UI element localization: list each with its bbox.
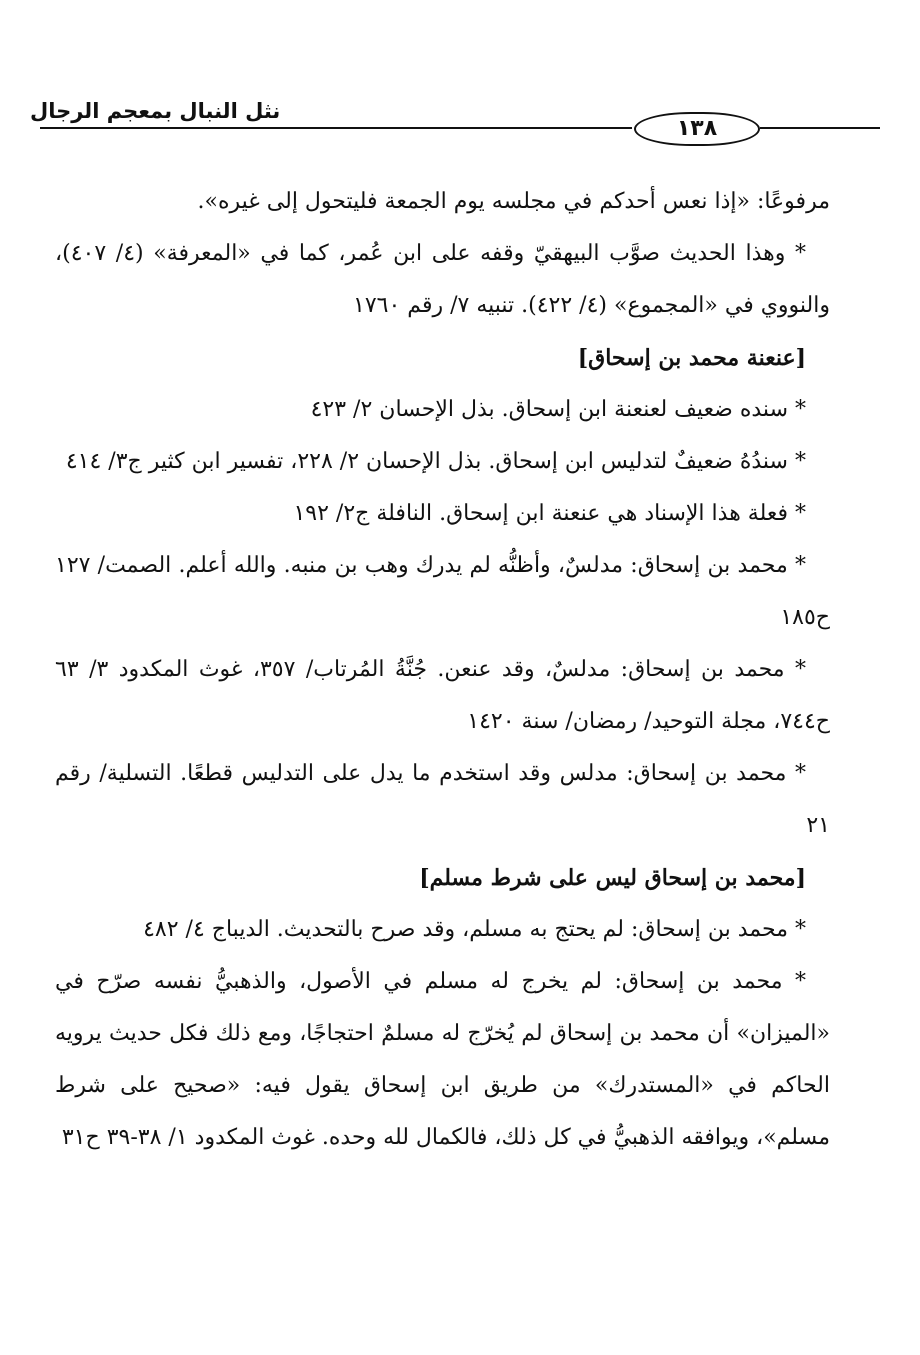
paragraph: * محمد بن إسحاق: لم يحتج به مسلم، وقد صرح بالتحديث. الديباج ٤/ ٤٨٢: [143, 917, 806, 942]
paragraph: * محمد بن إسحاق: مدلسٌ، وأظنُّه لم يدرك وهب بن منبه. والله أعلم. الصمت/ ١٢٧ ح١٨٥: [55, 553, 830, 630]
page-body: [55, 176, 830, 1164]
running-title: نثل النبال بمعجم الرجال: [30, 99, 281, 123]
paragraph: مرفوعًا: «إذا نعس أحدكم في مجلسه يوم الجمعة فليتحول إلى غيره».: [197, 189, 830, 214]
header-rule: [40, 127, 632, 129]
section-heading: [عنعنة محمد بن إسحاق]: [577, 345, 806, 371]
paragraph: * وهذا الحديث صوَّب البيهقيّ وقفه على ابن عُمر، كما في «المعرفة» (٤/ ٤٠٧)، والنووي في «المجموع» (٤/ ٤٢٢). تنبيه ٧/ رقم ١٧٦٠: [55, 241, 830, 318]
header-rule-right: [760, 127, 880, 129]
section-heading: [محمد بن إسحاق ليس على شرط مسلم]: [419, 865, 806, 891]
paragraph: * سنده ضعيف لعنعنة ابن إسحاق. بذل الإحسان ٢/ ٤٢٣: [310, 397, 806, 422]
paragraph: * محمد بن إسحاق: مدلسٌ، وقد عنعن. جُنَّةُ المُرتاب/ ٣٥٧، غوث المكدود ٣/ ٦٣ ح٧٤٤، مجلة التوحيد/ رمضان/ سنة ١٤٢٠: [55, 657, 830, 734]
paragraph: * محمد بن إسحاق: لم يخرج له مسلم في الأصول، والذهبيُّ نفسه صرّح في «الميزان» أن محمد بن إسحاق لم يُخرّج له مسلمٌ احتجاجًا، ومع ذلك فكل حديث يرويه الحاكم في «المستدرك» من طريق ابن إسحاق يقول فيه: «صحيح على شرط مسلم»، ويوافقه الذهبيُّ في كل ذلك، فالكمال لله وحده. غوث المكدود ١/ ٣٨-٣٩ ح٣١: [55, 969, 830, 1150]
page-number: ١٣٨: [634, 112, 760, 146]
paragraph: * سندُهُ ضعيفٌ لتدليس ابن إسحاق. بذل الإحسان ٢/ ٢٢٨، تفسير ابن كثير ج٣/ ٤١٤: [65, 449, 806, 474]
paragraph: * فعلة هذا الإسناد هي عنعنة ابن إسحاق. النافلة ج٢/ ١٩٢: [293, 501, 806, 526]
paragraph: * محمد بن إسحاق: مدلس وقد استخدم ما يدل على التدليس قطعًا. التسلية/ رقم ٢١: [55, 761, 830, 838]
